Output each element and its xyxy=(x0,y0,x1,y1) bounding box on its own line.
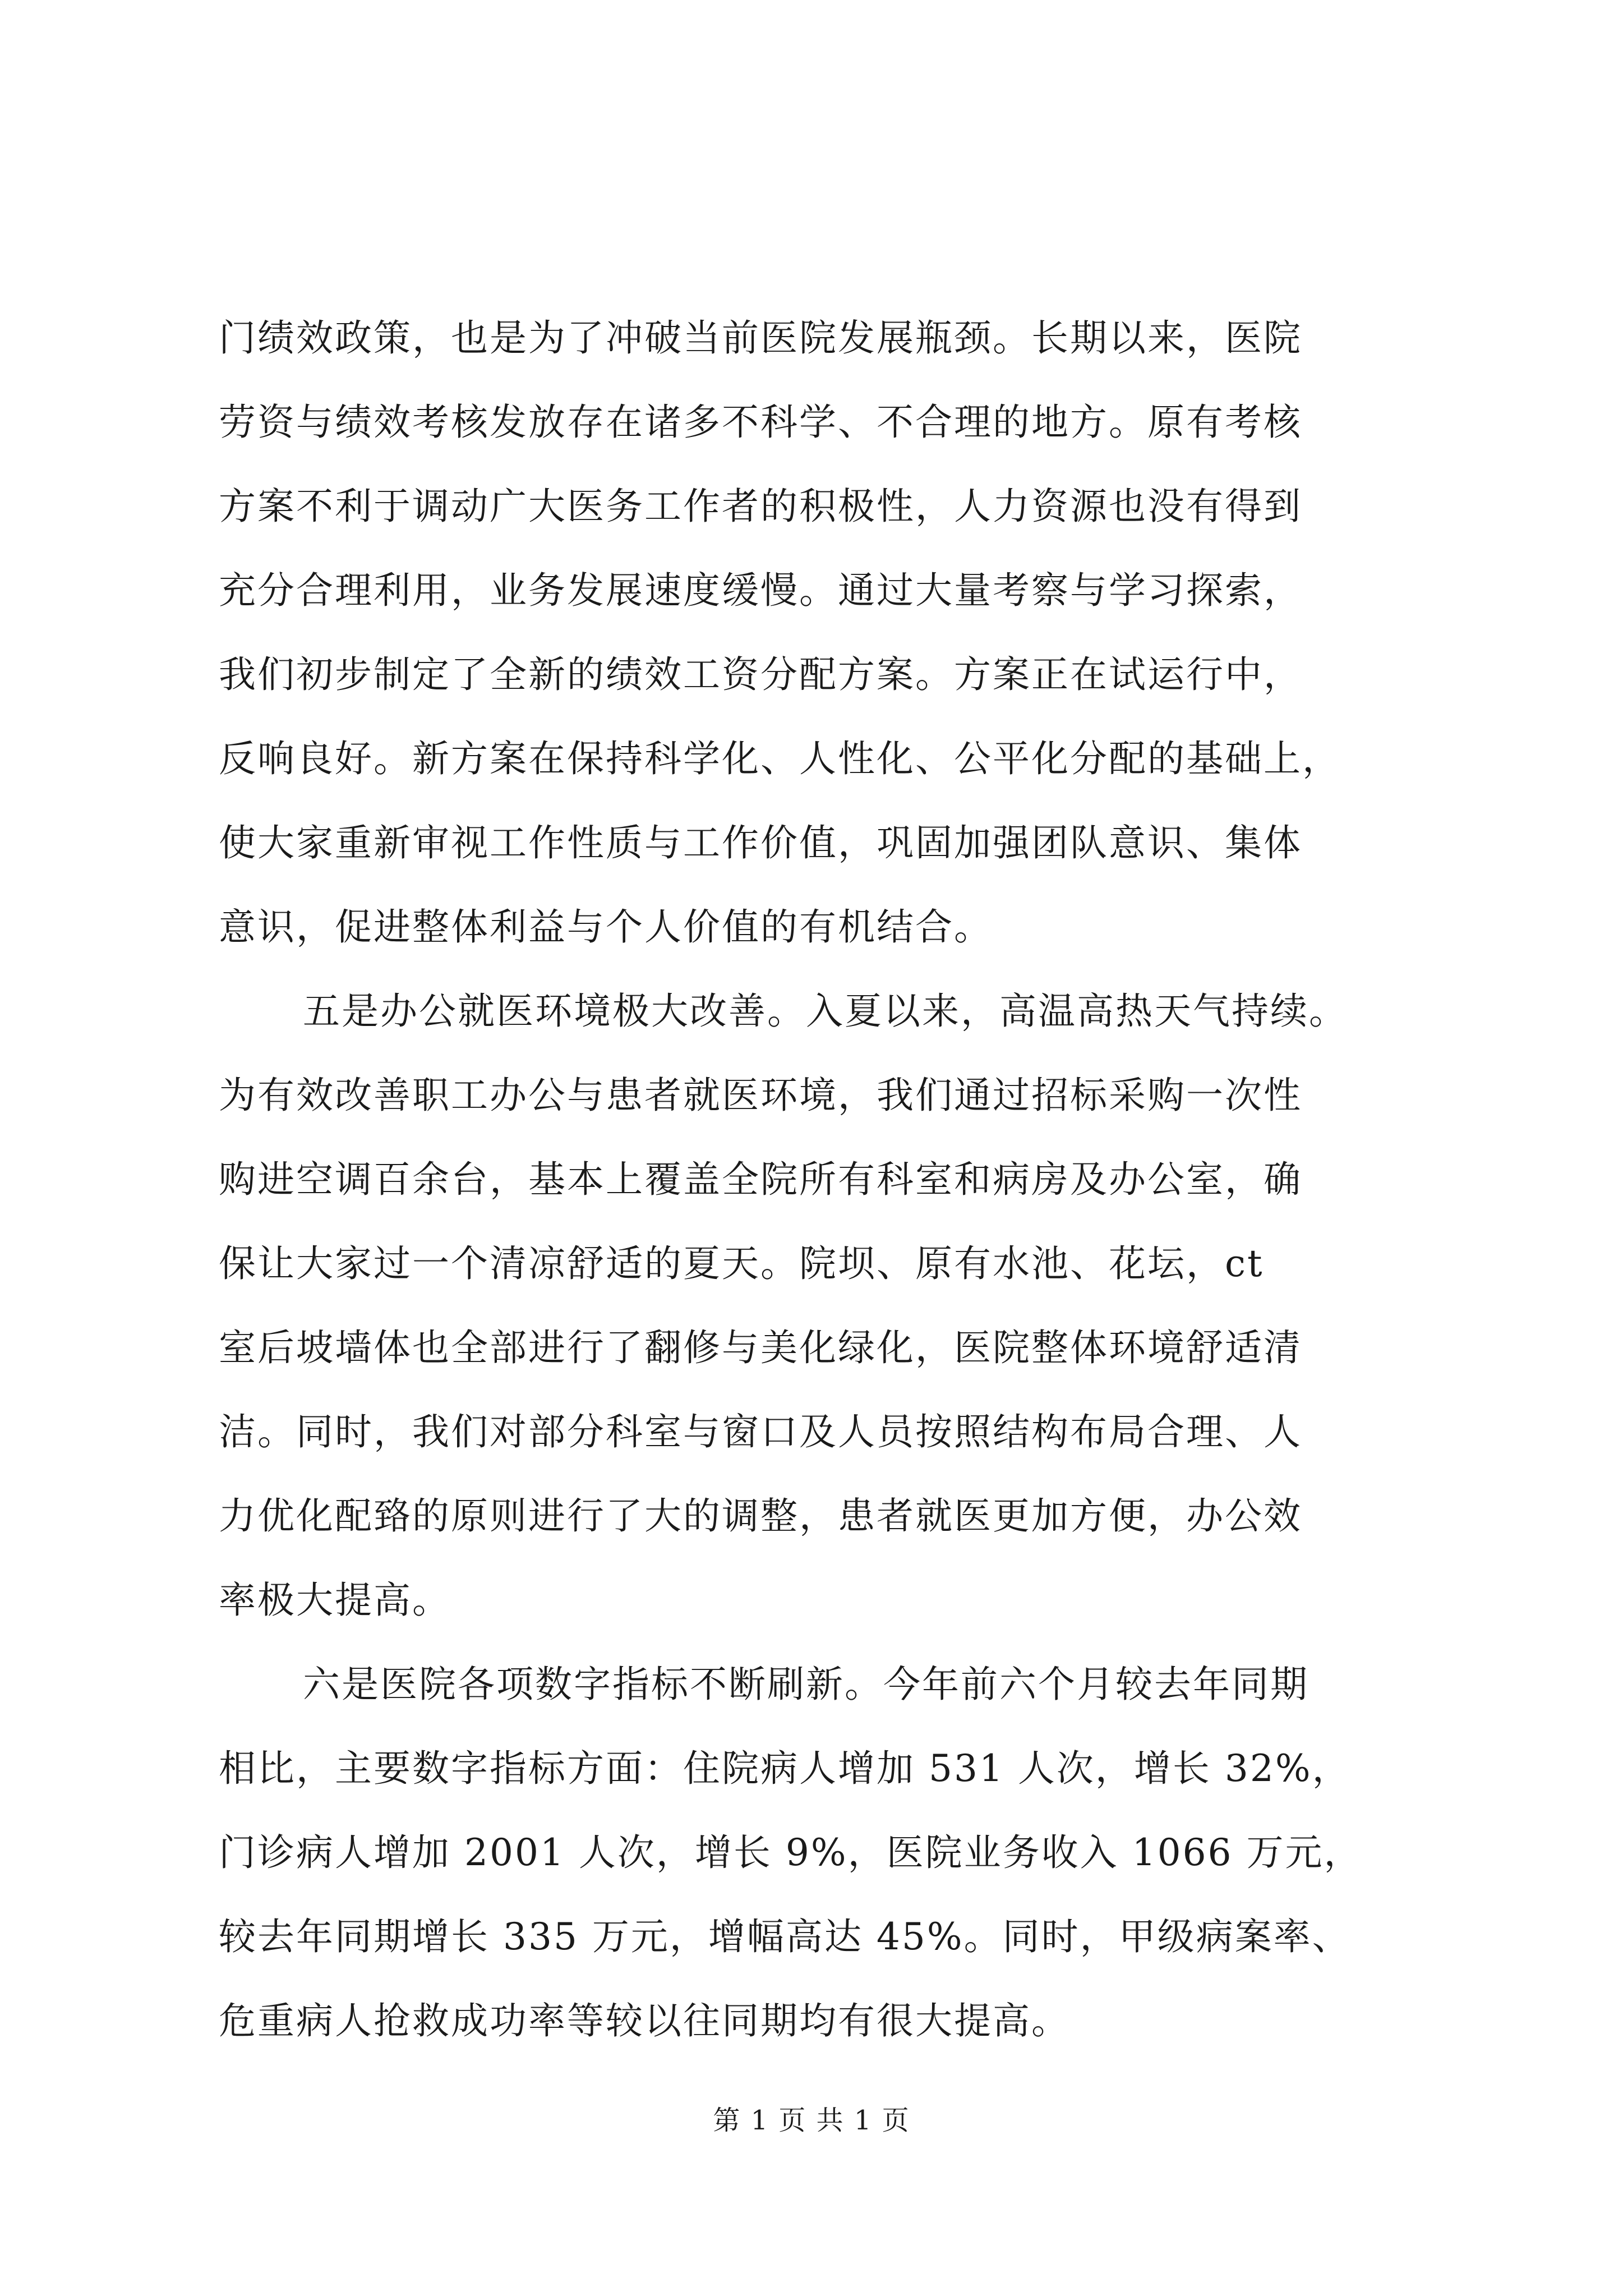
text-line: 购进空调百余台，基本上覆盖全院所有科室和病房及办公室，确 xyxy=(219,1158,1302,1201)
text-line: 保让大家过一个清凉舒适的夏天。院坝、原有水池、花坛，ct xyxy=(219,1242,1264,1285)
text-line: 劳资与绩效考核发放存在诸多不科学、不合理的地方。原有考核 xyxy=(219,401,1302,444)
text-line: 我们初步制定了全新的绩效工资分配方案。方案正在试运行中， xyxy=(219,653,1302,696)
text-line: 充分合理利用，业务发展速度缓慢。通过大量考察与学习探索， xyxy=(219,569,1302,612)
page-footer: 第 1 页 共 1 页 xyxy=(713,2105,910,2136)
text-line: 门诊病人增加 2001 人次，增长 9%，医院业务收入 1066 万元， xyxy=(219,1831,1363,1874)
text-line: 力优化配臵的原则进行了大的调整，患者就医更加方便，办公效 xyxy=(219,1494,1302,1538)
paragraph-start-line: 六是医院各项数字指标不断刷新。今年前六个月较去年同期 xyxy=(303,1663,1309,1706)
paragraph-start-line: 五是办公就医环境极大改善。入夏以来，高温高热天气持续。 xyxy=(303,990,1348,1033)
text-line: 门绩效政策，也是为了冲破当前医院发展瓶颈。长期以来，医院 xyxy=(219,316,1302,360)
text-line: 意识，促进整体利益与个人价值的有机结合。 xyxy=(219,905,993,949)
text-line: 相比，主要数字指标方面：住院病人增加 531 人次，增长 32%， xyxy=(219,1747,1351,1790)
text-line: 率极大提高。 xyxy=(219,1579,451,1622)
text-line: 反响良好。新方案在保持科学化、人性化、公平化分配的基础上， xyxy=(219,737,1341,780)
text-line: 洁。同时，我们对部分科室与窗口及人员按照结构布局合理、人 xyxy=(219,1410,1302,1453)
text-line: 较去年同期增长 335 万元，增幅高达 45%。同时，甲级病案率、 xyxy=(219,1915,1351,1958)
text-line: 为有效改善职工办公与患者就医环境，我们通过招标采购一次性 xyxy=(219,1074,1302,1117)
text-line: 危重病人抢救成功率等较以往同期均有很大提高。 xyxy=(219,1999,1070,2042)
text-line: 室后坡墙体也全部进行了翻修与美化绿化，医院整体环境舒适清 xyxy=(219,1326,1302,1369)
text-line: 使大家重新审视工作性质与工作价值，巩固加强团队意识、集体 xyxy=(219,821,1302,864)
text-line: 方案不利于调动广大医务工作者的积极性，人力资源也没有得到 xyxy=(219,485,1302,528)
